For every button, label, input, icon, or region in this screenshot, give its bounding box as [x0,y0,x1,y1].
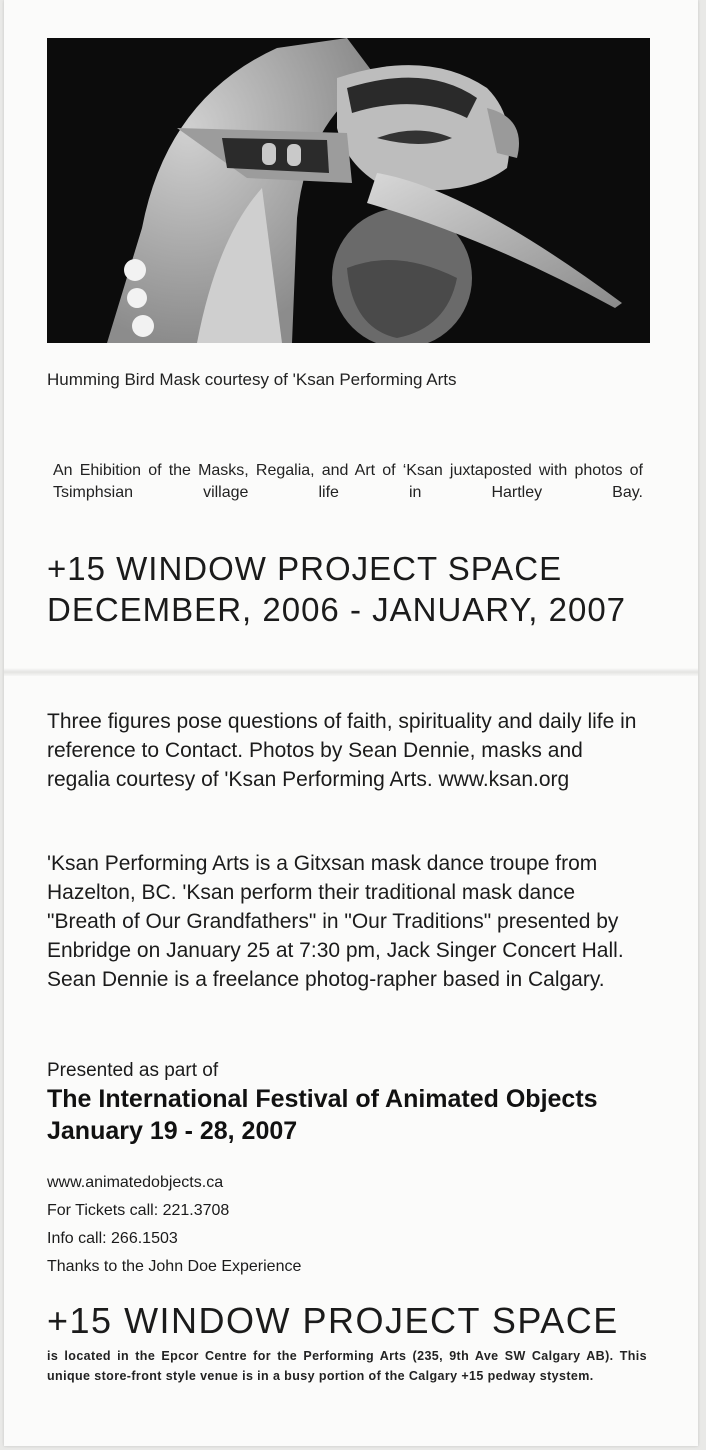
tickets-phone: For Tickets call: 221.3708 [47,1202,230,1219]
festival-dates: January 19 - 28, 2007 [47,1117,298,1145]
headline [47,548,647,630]
hummingbird-mask-photo [47,38,650,343]
exhibition-intro: An Ehibition of the Masks, Regalia, and Art of ‘Ksan juxtaposted with photos of Tsimphsian village life in Hartley Bay. [53,462,643,501]
fold-line [4,668,698,676]
presented-as-label: Presented as part of [47,1060,219,1081]
thanks-note: Thanks to the John Doe Experience [47,1258,302,1275]
footer-venue-title: +15 WINDOW PROJECT SPACE [47,1300,619,1341]
footer-venue-description: is located in the Epcor Centre for the Performing Arts (235, 9th Ave SW Calgary AB). This unique store-front style venue is in a busy portion of the Calgary +15 pedway stystem. [47,1349,647,1383]
contact-list [47,1169,301,1281]
troupe-paragraph: 'Ksan Performing Arts is a Gitxsan mask dance troupe from Hazelton, BC. 'Ksan perform their traditional mask dance "Breath of Our Grandfathers" in "Our Traditions" presented by Enbridge on January 25 at 7:30 pm, Jack Singer Concert Hall. Sean Dennie is a freelance photog-rapher based in Calgary. [47,852,624,991]
description-paragraph: Three figures pose questions of faith, spirituality and daily life in reference to Contact. Photos by Sean Dennie, masks and regalia courtesy of 'Ksan Performing Arts. www.ksan.org [47,710,637,791]
festival-name: The International Festival of Animated Objects [47,1085,598,1113]
info-phone: Info call: 266.1503 [47,1230,178,1247]
photo-caption: Humming Bird Mask courtesy of 'Ksan Performing Arts [47,370,457,389]
festival-website-link[interactable]: www.animatedobjects.ca [47,1174,224,1191]
headline-dates: DECEMBER, 2006 - JANUARY, 2007 [47,591,627,628]
festival-block [47,1083,598,1147]
headline-venue: +15 WINDOW PROJECT SPACE [47,550,563,587]
